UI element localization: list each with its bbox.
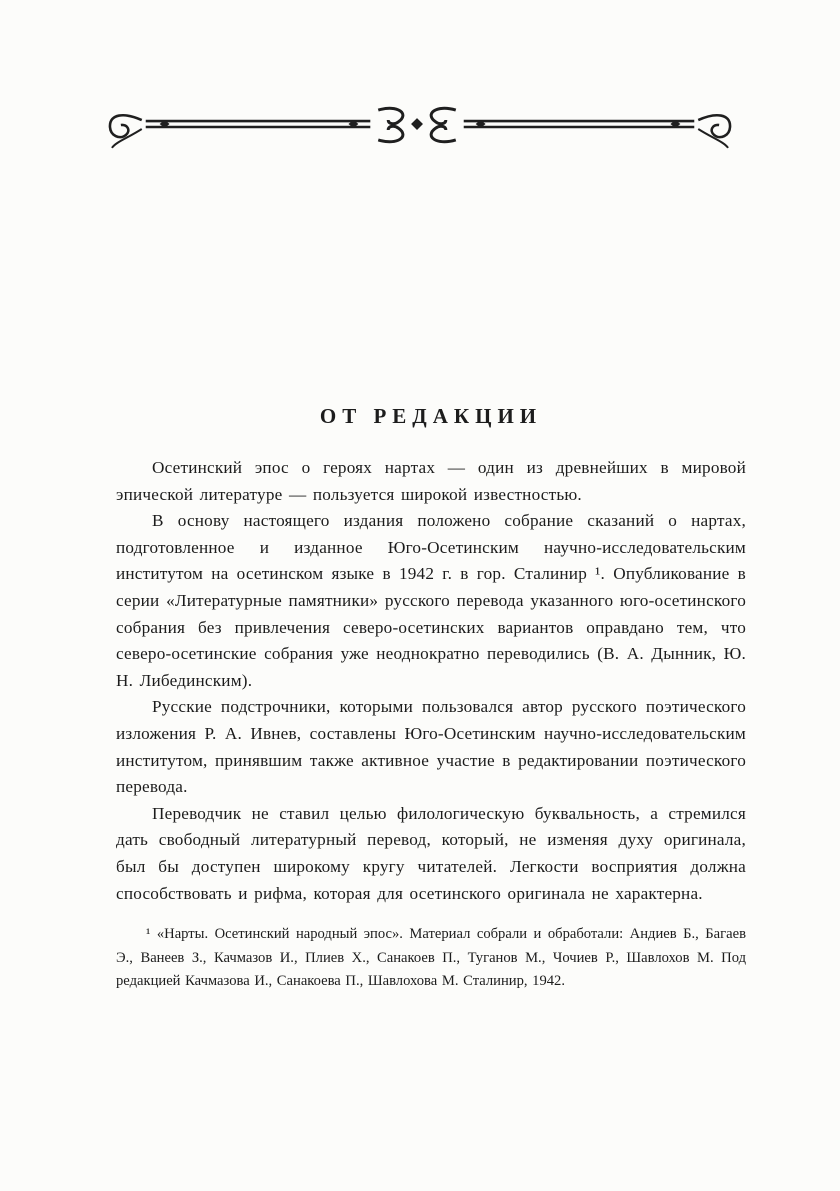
header-ornament	[102, 98, 738, 158]
paragraph: В основу настоящего издания положено собрание сказаний о нартах, подготовленное и изданное Юго-Осетинским научно-исследовательским институтом на осетинском языке в 1942 г. в гор. Сталинир ¹. Опубликование в серии «Литературные памятники» русского перевода указанного юго-осетинского собрания без привлечения северо-осетинских вариантов оправдано тем, что северо-осетинские собрания уже неоднократно переводились (В. А. Дынник, Ю. Н. Либединским).	[116, 511, 746, 690]
paragraph: Осетинский эпос о героях нартах — один из древнейших в мировой эпической литературе — пользуется широкой известностью.	[116, 458, 746, 504]
paragraph: Переводчик не ставил целью филологическую буквальность, а стремился дать свободный литературный перевод, который, не изменяя духу оригинала, был бы доступен широкому кругу читателей. Легкости восприятия должна способствовать и рифма, которая для осетинского оригинала не характерна.	[116, 803, 746, 903]
page-title: ОТ РЕДАКЦИИ	[319, 404, 543, 428]
paragraph: Русские подстрочники, которыми пользовался автор русского поэтического изложения Р. А. Ивнев, составлены Юго-Осетинским научно-исследовательским институтом, принявшим также активное участие в редактировании поэтического перевода.	[116, 697, 746, 797]
ornament-svg	[102, 98, 738, 158]
footnote: ¹ «Нарты. Осетинский народный эпос». Материал собрали и обработали: Андиев Б., Багаев Э., Ванеев З., Качмазов И., Плиев Х., Санакоев П., Туганов М., Чочиев Р., Шавлохов М. Под редакцией Качмазова И., Санакоева П., Шавлохова М. Сталинир, 1942.	[116, 926, 746, 990]
page-content	[116, 404, 746, 1008]
